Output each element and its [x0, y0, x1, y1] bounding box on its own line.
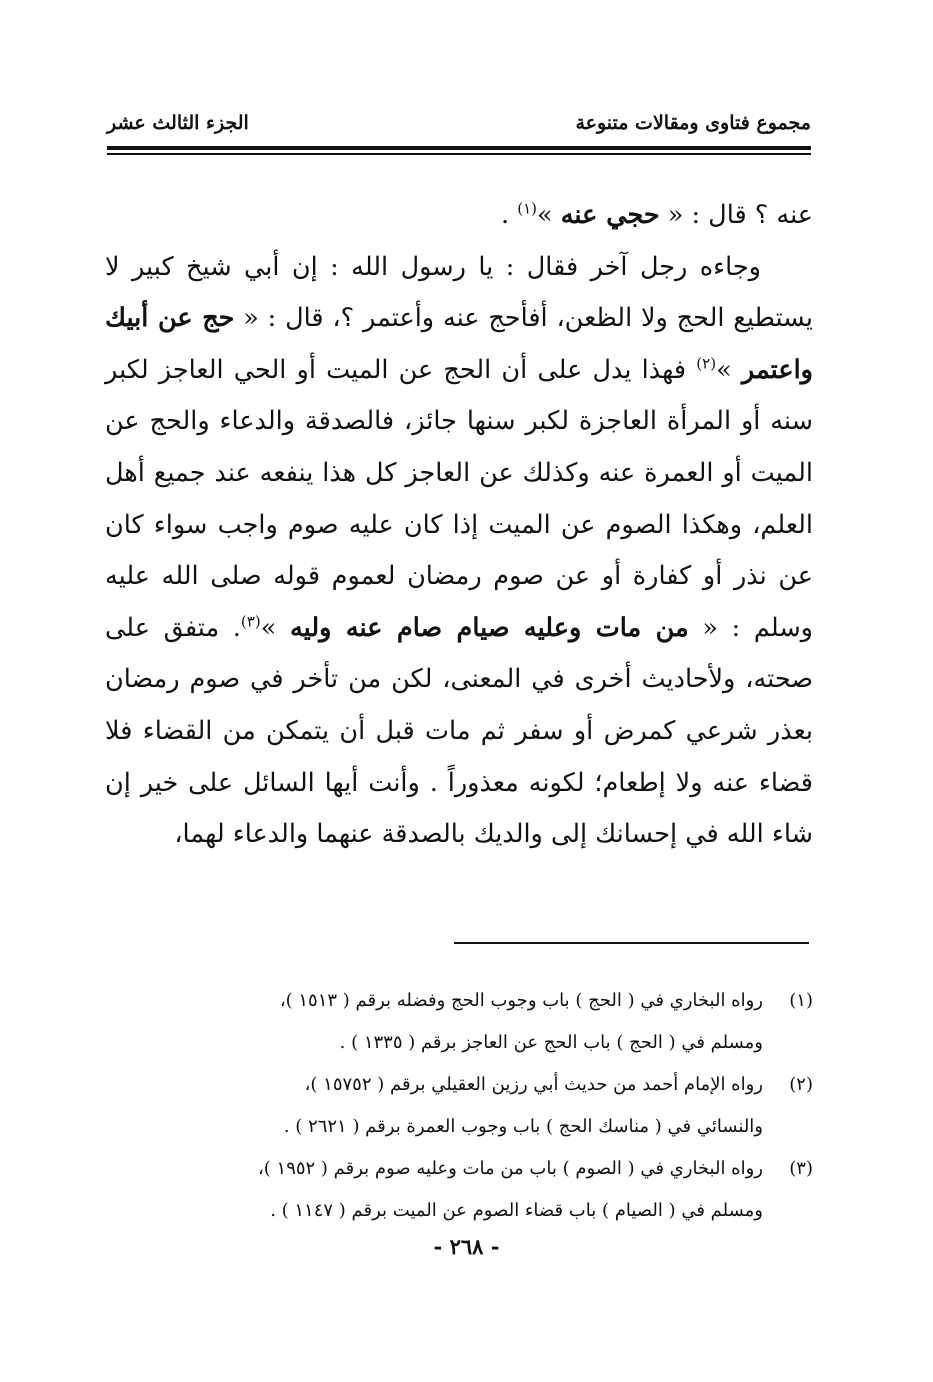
text-run: . متفق على صحته، ولأحاديث أخرى في المعنى، لكن من تأخر في صوم رمضان بعذر شرعي كمرض أو سفر ثم مات قبل أن يتمكن من القضاء فلا قضاء عنه ولا إطعام؛ لكونه معذوراً . وأنت أيها السائل على خير إن شاء الله في إحسانك إلى والديك بالصدقة عنهما والدعاء لهما،: [105, 612, 813, 850]
footnote-separator: [454, 942, 809, 944]
text-run: »: [537, 200, 561, 230]
text-run: فهذا يدل على أن الحج عن الميت أو الحي العاجز لكبر سنه أو المرأة العاجزة لكبر سنها جائز، فالصدقة والدعاء والحج عن الميت أو العمرة عنه وكذلك عن العاجز كل هذا ينفعه عند جميع أهل العلم، وهكذا الصوم عن الميت إذا كان عليه صوم واجب سواء كان عن نذر أو كفارة أو عن صوم رمضان لعموم قوله صلى الله عليه وسلم : «: [105, 354, 813, 643]
page-number: - ٢٦٨ -: [433, 1234, 500, 1259]
volume-label: الجزء الثالث عشر: [107, 112, 249, 134]
footnote-ref: (٢): [696, 354, 717, 373]
hadith-quote: حج عن أبيك واعتمر: [105, 303, 813, 385]
running-header: [107, 112, 811, 140]
text-run: »: [716, 354, 742, 385]
text-run: عنه ؟ قال : «: [659, 200, 813, 230]
paragraph-2: [105, 242, 813, 861]
header-rule-thin: [107, 153, 811, 155]
hadith-quote: حجي عنه: [560, 200, 660, 230]
footnote-number: (١): [789, 990, 813, 1011]
hadith-quote: من مات وعليه صيام صام عنه وليه: [289, 612, 689, 643]
footnote-line: رواه البخاري في ( الحج ) باب وجوب الحج وفضله برقم ( ١٥١٣ )،: [279, 990, 763, 1011]
header-rule-thick: [107, 146, 811, 150]
footnote-line: رواه الإمام أحمد من حديث أبي رزين العقيلي برقم ( ١٥٧٥٢ )،: [304, 1074, 763, 1095]
footnote-line: رواه البخاري في ( الصوم ) باب من مات وعليه صوم برقم ( ١٩٥٢ )،: [257, 1158, 763, 1179]
paragraph-1: [105, 190, 813, 242]
footnote-number: (٣): [789, 1158, 813, 1179]
footnote-1: [105, 980, 813, 1064]
footnote-number: (٢): [789, 1074, 813, 1095]
footnote-line: ومسلم في ( الحج ) باب الحج عن العاجز برقم ( ١٣٣٥ ) .: [339, 1032, 763, 1053]
footnote-ref: (١): [517, 199, 538, 218]
footnote-3: [105, 1148, 813, 1232]
footnote-line: والنسائي في ( مناسك الحج ) باب وجوب العمرة برقم ( ٢٦٢١ ) .: [283, 1116, 763, 1137]
text-run: .: [501, 200, 518, 230]
main-text: [105, 190, 813, 861]
footnote-2: [105, 1064, 813, 1148]
text-run: »: [260, 612, 290, 643]
footnote-ref: (٣): [240, 612, 261, 631]
footnote-line: ومسلم في ( الصيام ) باب قضاء الصوم عن الميت برقم ( ١١٤٧ ) .: [270, 1200, 763, 1221]
text-run: وجاءه رجل آخر فقال : يا رسول الله : إن أبي شيخ كبير لا يستطيع الحج ولا الظعن، أفأحج عنه وأعتمر ؟، قال : «: [105, 251, 813, 334]
footnotes: [105, 980, 813, 1232]
book-title: مجموع فتاوى ومقالات متنوعة: [575, 112, 811, 134]
